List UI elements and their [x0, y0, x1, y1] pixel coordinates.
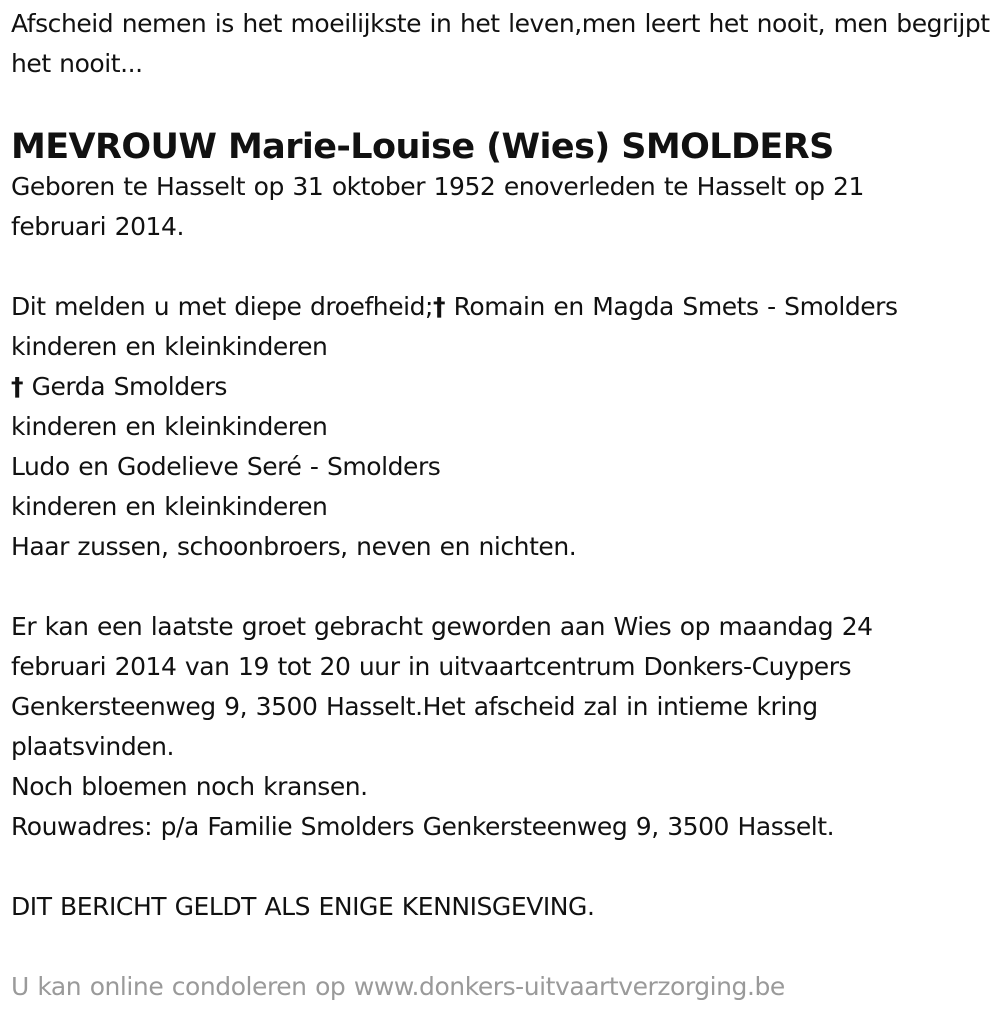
spacer: [11, 567, 991, 607]
birth-death-line-1: Geboren te Hasselt op 31 oktober 1952 enoverleden te Hasselt op 21: [11, 172, 864, 201]
death-notice: [11, 4, 991, 1007]
family-line-1: [11, 287, 991, 327]
condolence-footer: U kan online condoleren op www.donkers-uitvaartverzorging.be: [11, 972, 785, 1001]
family-member: Gerda Smolders: [31, 372, 228, 401]
spacer: [11, 847, 991, 887]
spacer: [11, 927, 991, 967]
intro-quote: Afscheid nemen is het moeilijkste in het leven,men leert het nooit, men begrijpt het nooit...: [11, 9, 990, 78]
birth-death-line-2: februari 2014.: [11, 212, 184, 241]
family-line-2: kinderen en kleinkinderen: [11, 332, 328, 361]
ceremony-line-2: februari 2014 van 19 tot 20 uur in uitvaartcentrum Donkers-Cuypers: [11, 652, 852, 681]
ceremony-line-3: Genkersteenweg 9, 3500 Hasselt.Het afscheid zal in intieme kring: [11, 692, 818, 721]
deceased-name: MEVROUW Marie-Louise (Wies) SMOLDERS: [11, 127, 834, 167]
mourning-address: Rouwadres: p/a Familie Smolders Genkersteenweg 9, 3500 Hasselt.: [11, 812, 835, 841]
family-line-3: [11, 367, 991, 407]
ceremony-line-4: plaatsvinden.: [11, 732, 175, 761]
family-intro: Dit melden u met diepe droefheid;: [11, 292, 434, 321]
family-line-6: kinderen en kleinkinderen: [11, 492, 328, 521]
spacer: [11, 84, 991, 127]
no-flowers-line: Noch bloemen noch kransen.: [11, 772, 368, 801]
notice-line: DIT BERICHT GELDT ALS ENIGE KENNISGEVING.: [11, 892, 595, 921]
ceremony-line-1: Er kan een laatste groet gebracht geworden aan Wies op maandag 24: [11, 612, 873, 641]
family-member: Romain en Magda Smets - Smolders: [453, 292, 898, 321]
cross-icon: †: [11, 372, 24, 401]
family-line-7: Haar zussen, schoonbroers, neven en nichten.: [11, 532, 577, 561]
spacer: [11, 247, 991, 287]
cross-icon: †: [433, 292, 446, 321]
family-line-4: kinderen en kleinkinderen: [11, 412, 328, 441]
family-line-5: Ludo en Godelieve Seré - Smolders: [11, 452, 441, 481]
